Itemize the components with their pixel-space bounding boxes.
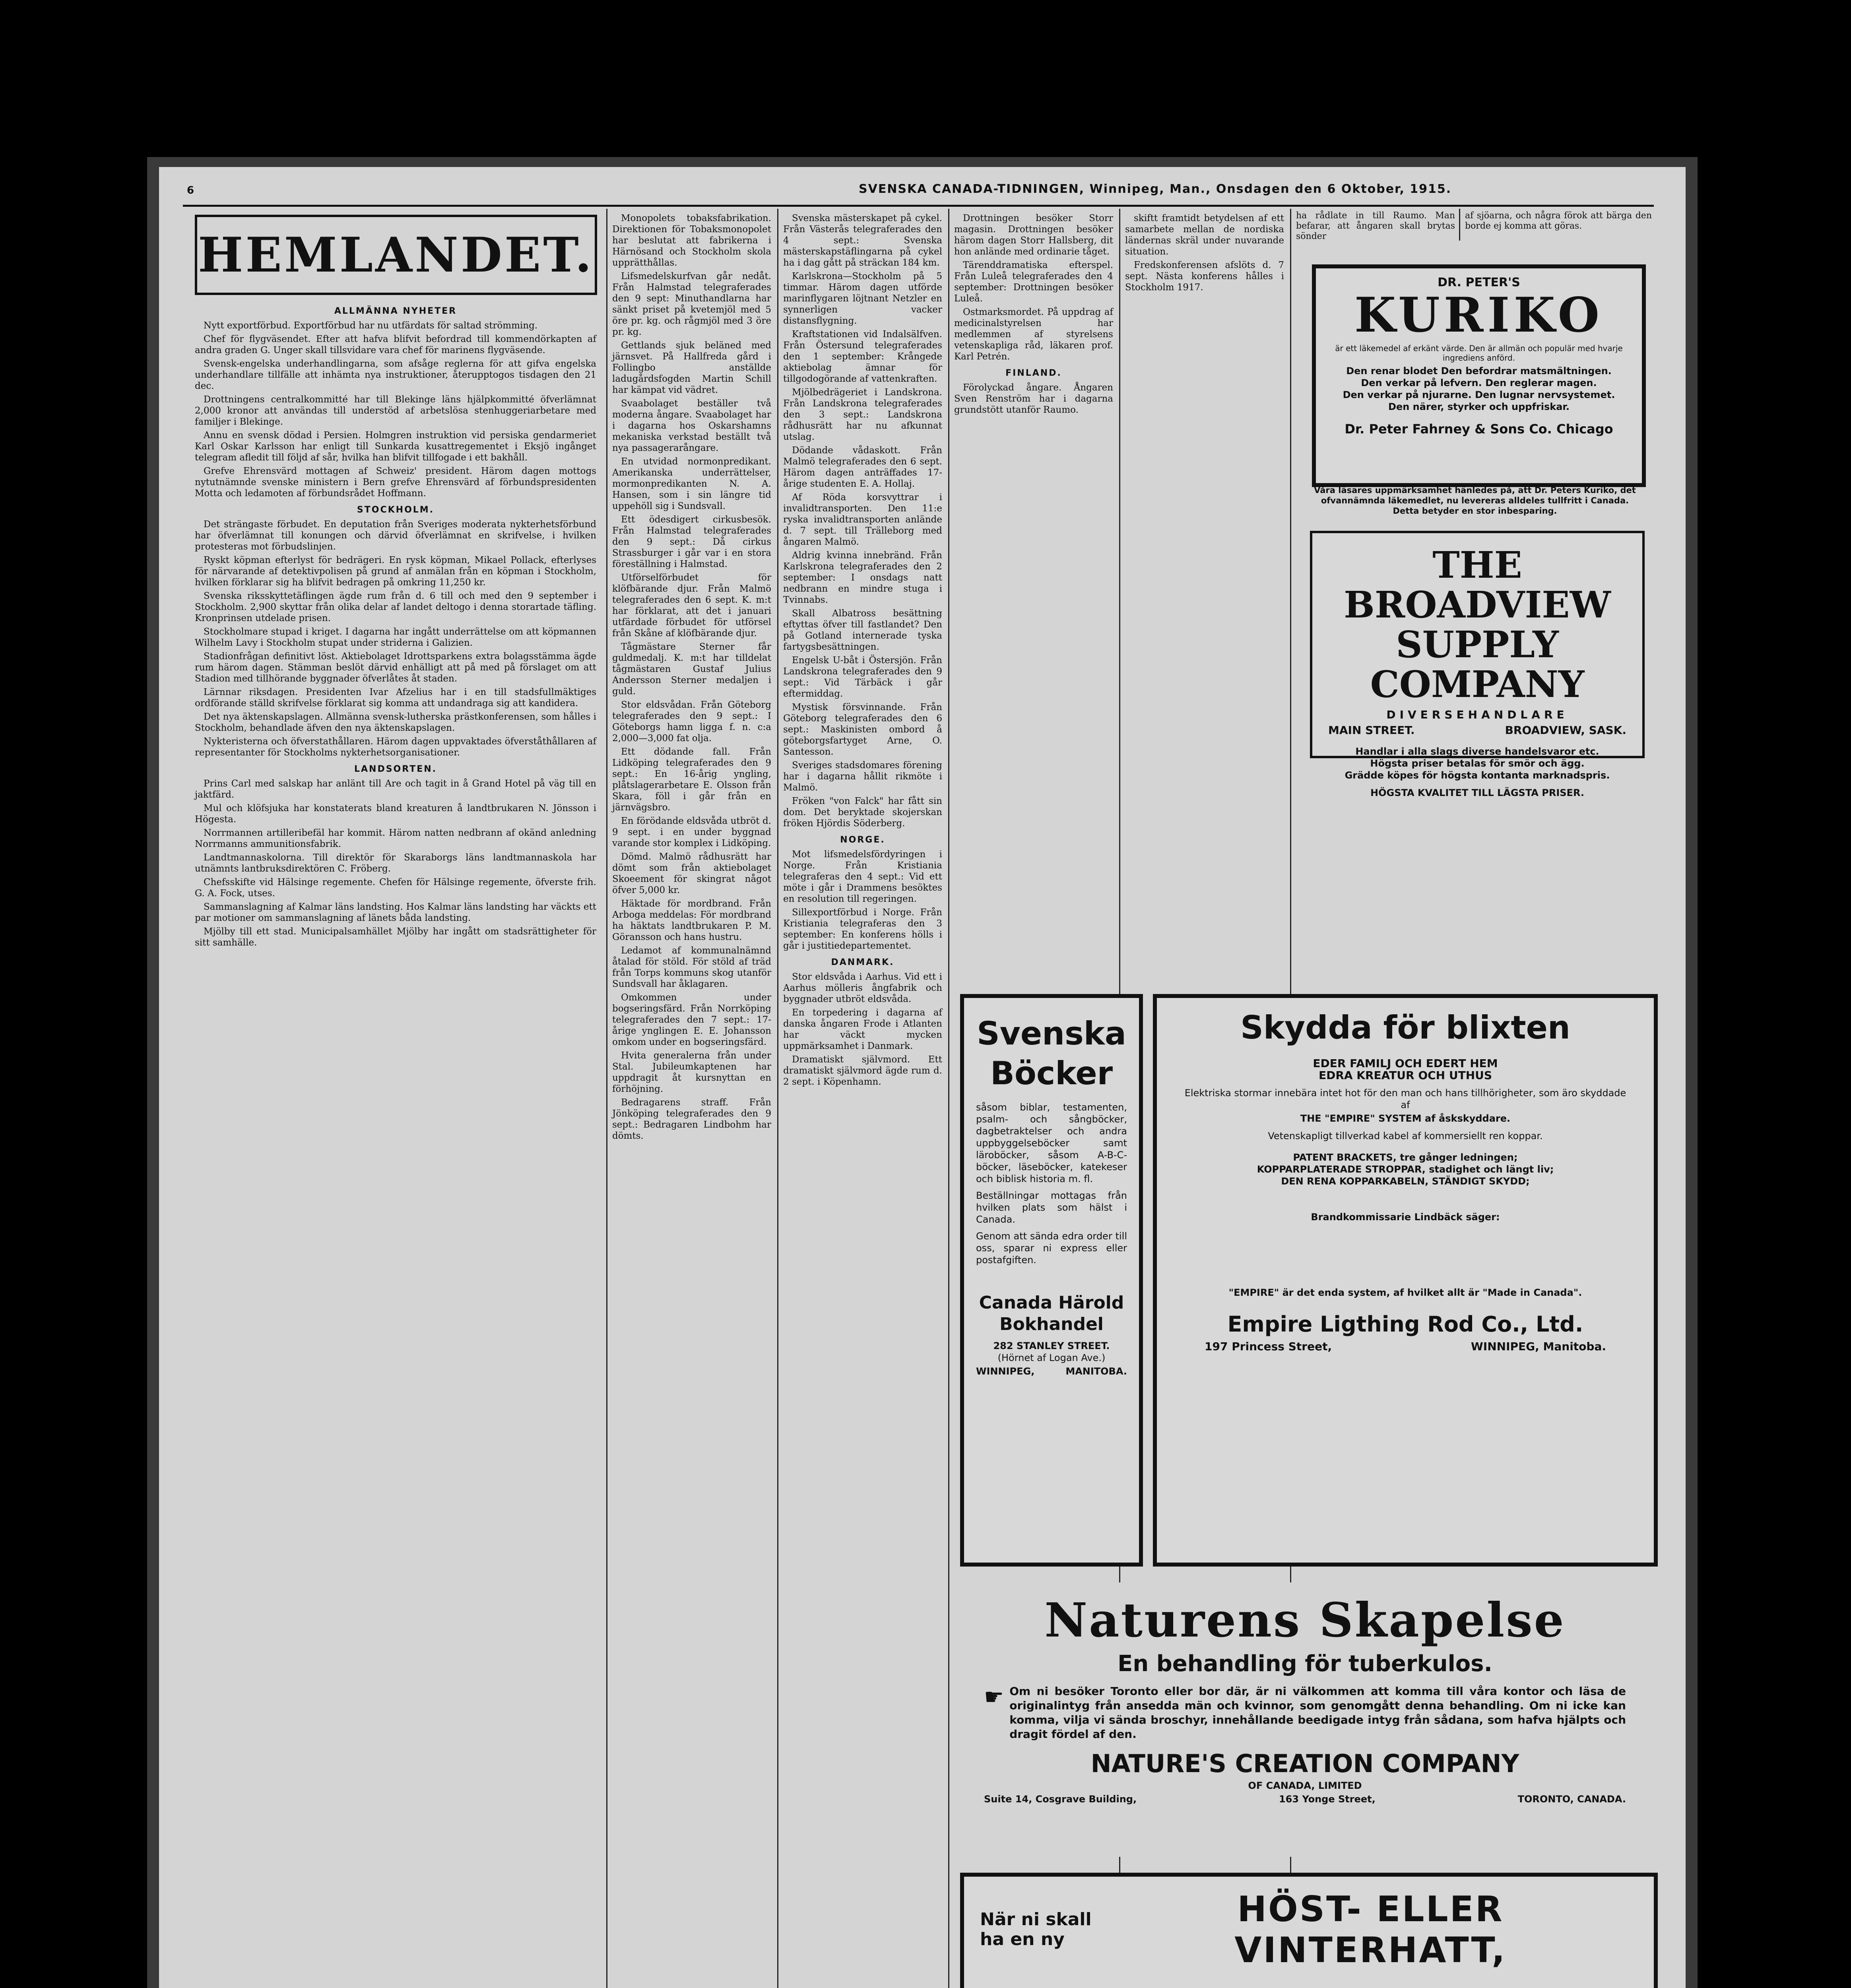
article: Nykteristerna och öfverstathållaren. Härom dagen uppvaktades öfverståthållaren af representanter för Stockholms nykterhetsorganisationer.	[195, 736, 596, 758]
naturens-city: TORONTO, CANADA.	[1517, 1794, 1626, 1805]
article: skiftt framtidt betydelsen af ett samarbete mellan de nordiska ländernas skräl under nuvarande situation.	[1125, 213, 1284, 257]
article: Dömd. Malmö rådhusrätt har dömt som från aktiebolaget Skoeement för skingrat något öfver 5,000 kr.	[612, 852, 771, 895]
article: Svenska mästerskapet på cykel. Från Västerås telegraferades den 4 sept.: Svenska mästerskapstäflingarna på cykel ha i dag gått på sträckan 184 km.	[783, 213, 942, 268]
column-rule	[777, 209, 778, 1988]
article: Ostmarksmordet. På uppdrag af medicinalstyrelsen har medlemmen af styrelsens vetenskapliga råd, läkaren prof. Karl Petrén.	[954, 307, 1113, 362]
column-rule	[948, 209, 949, 1988]
kuriko-top: DR. PETER'S	[1438, 276, 1520, 289]
article: Fredskonferensen afslöts d. 7 sept. Nästa konferens hålles i Stockholm 1917.	[1125, 260, 1284, 293]
blixten-line: Vetenskapligt tillverkad kabel af kommersiellt ren koppar.	[1268, 1130, 1543, 1142]
page-header	[159, 179, 1686, 203]
pointing-hand-icon: ☛	[984, 1684, 1004, 1710]
bocker-prov: MANITOBA.	[1065, 1366, 1127, 1377]
bocker-shop: Bokhandel	[999, 1314, 1104, 1334]
article: Grefve Ehrensvärd mottagen af Schweiz' president. Härom dagen mottogs nytutnämnde svenske ministern i Bern grefve Ehrensvärd af förbundspresidenten Motta och ledamoten af förbundsrådet Hoffmann.	[195, 466, 596, 499]
broadview-ad	[1310, 531, 1645, 798]
broadview-street: MAIN STREET.	[1328, 724, 1415, 737]
kuriko-line: Den verkar på lefvern. Den reglerar magen.	[1361, 377, 1597, 388]
article: Dödande vådaskott. Från Malmö telegraferades den 6 sept. Härom dagen anträffades 17-årige studenten E. A. Hollaj.	[783, 445, 942, 489]
article: Stockholmare stupad i kriget. I dagarna har ingått underrättelse om att köpmannen Wilhelm Lavy i Stockholm stupat under striderna i Galizien.	[195, 627, 596, 648]
broadview-name: THE BROADVIEW	[1344, 544, 1611, 626]
kuriko-city: Chicago	[1556, 421, 1613, 437]
naturens-title: Naturens Skapelse	[1044, 1592, 1566, 1648]
hattaffar-ad	[960, 1873, 1658, 1988]
subheading: STOCKHOLM.	[357, 505, 435, 515]
article: Lifsmedelskurfvan går nedåt. Från Halmstad telegraferades den 9 sept: Minuthandlarna har sänkt priset på kvetemjöl med 5 öre pr. kg. och rågmjöl med 3 öre pr. kg.	[612, 271, 771, 337]
article: Karlskrona—Stockholm på 5 timmar. Härom dagen utförde marinflygaren löjtnant Netzler en synnerligen vacker distansflygning.	[783, 271, 942, 326]
column-5	[1125, 213, 1284, 988]
column-3	[783, 213, 942, 1988]
article: Drottningen besöker Storr magasin. Drottningen besöker härom dagen Storr Hallsberg, dit hon anlände med ordinarie tåget.	[954, 213, 1113, 257]
article: Mot lifsmedelsfördyringen i Norge. Från Kristiania telegraferas den 4 sept.: Vid ett möte i går i Drammens besöktes en resolution till regeringen.	[783, 849, 942, 904]
running-title: SVENSKA CANADA-TIDNINGEN, Winnipeg, Man., Onsdagen den 6 Oktober, 1915.	[859, 182, 1452, 196]
newspaper-page	[159, 167, 1686, 1988]
article: Häktade för mordbrand. Från Arboga meddelas: För mordbrand ha häktats landtbrukaren P. M. Göransson och hans hustru.	[612, 899, 771, 942]
bocker-title: Svenska	[977, 1015, 1126, 1052]
blixten-addr: 197 Princess Street,	[1205, 1340, 1332, 1353]
kuriko-note: Våra läsares uppmärksamhet hänledes på, att Dr. Peters Kuriko, det ofvannämnda läkemedlet, nu levereras alldeles tullfritt i Canada. Detta betyder en stor inbesparing.	[1314, 485, 1636, 516]
naturens-ltd: OF CANADA, LIMITED	[1248, 1780, 1362, 1791]
article: Skall Albatross besättning eftyttas öfver till fastlandet? Den på Gotland internerade tyska fartygsbesättningen.	[783, 608, 942, 652]
article: Ryskt köpman efterlyst för bedrägeri. En rysk köpman, Mikael Pollack, efterlyses för närvarande af detektivpolisen på grund af anmälan från en köpman i Stockholm, hvilken förklarar sig ha blifvit bedragen på omkring 11,250 kr.	[195, 555, 596, 588]
hatt-small: När ni skall ha en ny	[980, 1909, 1092, 1949]
article: Ett dödande fall. Från Lidköping telegraferades den 9 sept.: En 16-årig yngling, plåtslagerarbetare E. Olsson från Skara, föll i går från en järnvägsbro.	[612, 747, 771, 813]
column-2	[612, 213, 771, 1988]
kuriko-line: Den renar blodet Den befordrar matsmältningen.	[1346, 365, 1612, 377]
bocker-addr: (Hörnet af Logan Ave.)	[997, 1352, 1106, 1363]
article: Nytt exportförbud. Exportförbud har nu utfärdats för saltad strömming.	[204, 320, 538, 331]
blixten-city: WINNIPEG, Manitoba.	[1471, 1340, 1606, 1353]
article: En torpedering i dagarna af danska ångaren Frode i Atlanten har väckt mycken uppmärksamhet i Danmark.	[783, 1008, 942, 1051]
blixten-line: DEN RENA KOPPARKABELN, STÄNDIGT SKYDD;	[1281, 1176, 1530, 1187]
kuriko-desc: är ett läkemedel af erkänt värde. Den är allmän och populär med hvarje ingrediens anförd.	[1335, 344, 1623, 363]
kuriko-line: Den verkar på njurarne. Den lugnar nervsystemet.	[1343, 389, 1615, 400]
subheading: DANMARK.	[831, 957, 894, 967]
blixten-line: PATENT BRACKETS, tre gånger ledningen;	[1293, 1152, 1518, 1163]
article: Landtmannaskolorna. Till direktör för Skaraborgs läns landtmannaskola har utnämnts lantbruksdirektören C. Fröberg.	[195, 852, 596, 874]
article: Tärenddramatiska efterspel. Från Luleå telegraferades den 4 september: Drottningen besöker Luleå.	[954, 260, 1113, 304]
page-number: 6	[187, 184, 195, 196]
article: Ett ödesdigert cirkusbesök. Från Halmstad telegraferades den 9 sept.: Då cirkus Strassburger i går var i en stora föreställning i Halmstad.	[612, 514, 771, 569]
article: Omkommen under bogseringsfärd. Från Norrköping telegraferades den 7 sept.: 17-årige ynglingen E. E. Johansson omkom under en bogseringsfärd.	[612, 992, 771, 1047]
column-rule	[606, 209, 607, 1988]
article: Tågmästare Sterner får guldmedalj. K. m:t har tilldelat tågmästaren Gustaf Julius Andersson Sterner medaljen i guld.	[612, 642, 771, 697]
article: Sammanslagning af Kalmar läns landsting. Hos Kalmar läns landsting har väckts ett par motioner om sammanslagning af länets båda landsting.	[195, 902, 596, 923]
article: Dramatiskt självmord. Ett dramatiskt självmord ägde rum d. 2 sept. i Köpenhamn.	[783, 1054, 942, 1087]
naturens-desc: Om ni besöker Toronto eller bor där, är ni välkommen att komma till våra kontor och läsa de originalintyg från ansedda män och kvinnor, som genomgått denna behandling. Om ni icke kan komma, vilja vi sända broschyr, innehållande beedigade intyg från sådana, som hafva hjälpts och dragit fördel af den.	[1009, 1685, 1626, 1741]
blixten-title: Skydda för blixten	[1240, 1009, 1570, 1046]
article: Gettlands sjuk beläned med järnsvet. På Hallfreda gård i Follingbo anställde ladugårdsfogden Martin Schill har kämpat vid vädret.	[612, 340, 771, 395]
bocker-title: Böcker	[990, 1055, 1113, 1092]
blixten-line: EDER FAMILJ OCH EDERT HEM	[1313, 1057, 1498, 1070]
article: Norrmannen artilleribefäl har kommit. Härom natten nedbrann af okänd anledning Norrmanns ammunitionsfabrik.	[195, 828, 596, 849]
article: En utvidad normonpredikant. Amerikanska underrättelser, mormonpredikanten N. A. Hansen, som i sin längre tid uppehöll sig i Sundsvall.	[612, 456, 771, 511]
article: Förolyckad ångare. Ångaren Sven Renström har i dagarna grundstött utanför Raumo.	[954, 382, 1113, 415]
blixten-line: THE "EMPIRE" SYSTEM af åskskyddare.	[1300, 1113, 1511, 1124]
blixten-ad	[1153, 994, 1658, 1567]
article-snippet: af sjöarna, och några förok att bärga den borde ej komma att göras.	[1465, 211, 1652, 231]
article: Prins Carl med salskap har anlänt till Are och tagit in å Grand Hotel på väg till en jaktfärd.	[195, 779, 596, 800]
article: Svensk-engelska underhandlingarna, som afsåge reglerna för att gifva engelska underhandlare tillfälle att inhämta nya instruktioner, återupptogos tisdagen den 21 dec.	[195, 359, 596, 391]
article: Fröken "von Falck" har fått sin dom. Det beryktade skojerskan fröken Hjördis Söderberg.	[783, 796, 942, 829]
blixten-company: Empire Ligthing Rod Co., Ltd.	[1227, 1312, 1583, 1337]
article: Aldrig kvinna innebränd. Från Karlskrona telegraferades den 2 september: I onsdags natt nedbrann en mindre stuga i Tvinnabs.	[783, 550, 942, 605]
blixten-line: KOPPARPLATERADE STROPPAR, stadighet och längt liv;	[1257, 1164, 1554, 1175]
article: Af Röda korsvyttrar i invalidtransporten. Den 11:e ryska invalidtransporten anlände d. 7 sept. till Trälleborg med ångaren Malmö.	[783, 492, 942, 547]
article: Hvita generalerna från under Stal. Jubileumkaptenen har uppdragit åt kursnyttan en förhöjning.	[612, 1050, 771, 1094]
bocker-desc: Beställningar mottagas från hvilken plats som hälst i Canada.	[976, 1190, 1127, 1225]
subheading: NORGE.	[840, 835, 885, 845]
article: Ledamot af kommunalnämnd åtalad för stöld. För stöld af träd från Torps kommuns skog utanför Sundsvall har åklagaren.	[612, 945, 771, 989]
article: Chef för flygväsendet. Efter att hafva blifvit befordrad till kommendörkapten af andra graden G. Unger skall tillsvidare vara chef för marinens flygväsende.	[195, 334, 596, 355]
blixten-line: EDRA KREATUR OCH UTHUS	[1318, 1069, 1492, 1082]
column-rule	[1459, 209, 1460, 241]
column-4	[954, 213, 1113, 988]
naturens-ad	[960, 1582, 1650, 1857]
broadview-kind: DIVERSEHANDLARE	[1386, 708, 1568, 721]
article: Stadionfrågan definitivt löst. Aktiebolaget Idrottsparkens extra bolagsstämma ägde rum härom dagen. Stämman beslöt därvid enhälligt att på med på förslaget om att Stadion med tillhörande byggnader öfverlåtes åt staden.	[195, 651, 596, 684]
column-1	[195, 300, 596, 1988]
article: Monopolets tobaksfabrikation. Direktionen för Tobaksmonopolet har beslutat att fabrikerna i Härnösand och Stockholm skola upprätthållas.	[612, 213, 771, 268]
article: Det nya äktenskapslagen. Allmänna svensk-lutherska prästkonferensen, som hålles i Stockholm, behandlade äfven den nya äktenskapslagen.	[195, 712, 596, 733]
naturens-street: 163 Yonge Street,	[1279, 1794, 1376, 1805]
article: Svaabolaget beställer två moderna ångare. Svaabolaget har i dagarna hos Oskarshamns mekaniska verkstad beställt två nya passagerarångare.	[612, 398, 771, 453]
section-masthead: HEMLANDET.	[195, 215, 597, 295]
article: Mystisk försvinnande. Från Göteborg telegraferades den 6 sept.: Maskinisten ombord å göteborgsfartyget Arne, O. Santesson.	[783, 702, 942, 757]
article-snippet: ha rådlate in till Raumo. Man befarar, att ångaren skall brytas sönder	[1296, 211, 1455, 241]
subheading: LANDSORTEN.	[354, 764, 437, 774]
kuriko-ad	[1312, 264, 1646, 487]
broadview-line: Högsta priser betalas för smör och ägg.	[1370, 758, 1585, 769]
kuriko-maker: Dr. Peter Fahrney & Sons Co.	[1345, 421, 1552, 437]
article: Lärnnar riksdagen. Presidenten Ivar Afzelius har i en till stadsfullmäktiges ordförande ställd skrifvelse förklarat sig komma att undandraga sig att kandidera.	[195, 687, 596, 709]
article: Mjölbedrägeriet i Landskrona. Från Landskrona telegraferades den 3 sept.: Landskrona rådhusrätt har nu afkunnat utslag.	[783, 387, 942, 442]
naturens-sub: En behandling för tuberkulos.	[1118, 1651, 1492, 1677]
blixten-line: "EMPIRE" är det enda system, af hvilket allt är "Made in Canada".	[1228, 1287, 1582, 1298]
article: Annu en svensk dödad i Persien. Holmgren instruktion vid persiska gendarmeriet Karl Oskar Karlsson har enligt till Sunkarda kusattregementet i Eksjö ingånget telegram afledit till följd af sår, hvilka han blifvit tillfogade i ett bakhåll.	[195, 430, 596, 463]
naturens-suite: Suite 14, Cosgrave Building,	[984, 1794, 1137, 1805]
article: Stor eldsvåda i Aarhus. Vid ett i Aarhus mölleris ångfabrik och byggnader utbröt eldsvåda.	[783, 972, 942, 1004]
bocker-city: WINNIPEG,	[976, 1366, 1035, 1377]
article: En förödande eldsvåda utbröt d. 9 sept. i en under byggnad varande stor komplex i Lidköping.	[612, 816, 771, 848]
header-rule	[183, 205, 1654, 207]
article: Sveriges stadsdomares förening har i dagarna hållit rikmöte i Malmö.	[783, 760, 942, 793]
subheading: FINLAND.	[1005, 368, 1062, 378]
article: Svenska riksskyttetäflingen ägde rum från d. 6 till och med den 9 september i Stockholm. 2,900 skyttar från olika delar af landet deltogo i denna storartade täfling. Kronprinsen utdelade prisen.	[195, 591, 596, 623]
bocker-shop: Canada Härold	[979, 1293, 1124, 1313]
bocker-desc: Genom att sända edra order till oss, sparar ni express eller postafgiften.	[976, 1231, 1127, 1266]
article: Det strängaste förbudet. En deputation från Sveriges moderata nykterhetsförbund har öfverlämnat till konungen och därvid öfverlämnat en skrifvelse, i hvilken protesteras mot förbudslinjen.	[195, 519, 596, 552]
subheading: ALLMÄNNA NYHETER	[334, 306, 457, 316]
article: Sillexportförbud i Norge. Från Kristiania telegraferas den 3 september: En konferens hölls i går i justitiedepartementet.	[783, 907, 942, 951]
broadview-town: BROADVIEW, SASK.	[1505, 724, 1626, 737]
article: Chefsskifte vid Hälsinge regemente. Chefen för Hälsinge regemente, öfverste frih. G. A. Fock, utses.	[195, 877, 596, 899]
bocker-addr: 282 STANLEY STREET.	[993, 1340, 1110, 1351]
article: Drottningens centralkommitté har till Blekinge läns hjälpkommitté öfverlämnat 2,000 kronor att användas till understöd af arbetslösa stenhuggeriarbetare med familjer i Blekinge.	[195, 394, 596, 427]
broadview-line: Grädde köpes för högsta kontanta marknadspris.	[1345, 770, 1610, 781]
bocker-ad	[960, 994, 1143, 1567]
hatt-big: HÖST- ELLER VINTERHATT,	[1234, 1889, 1507, 1971]
article: Kraftstationen vid Indalsälfven. Från Östersund telegraferades den 1 september: Krångede aktiebolag ämnar för tillgodogörande af vattenkraften.	[783, 329, 942, 384]
bocker-desc: såsom biblar, testamenten, psalm- och sångböcker, dagbetraktelser och andra uppbyggelseböcker samt läroböcker, såsom A-B-C-böcker, läseböcker, katekeser och biblisk historia m. fl.	[976, 1102, 1127, 1184]
kuriko-name: KURIKO	[1354, 287, 1604, 343]
article: Stor eldsvådan. Från Göteborg telegraferades den 9 sept.: I Göteborgs hamn ligga f. n. c:a 2,000—3,000 fat olja.	[612, 700, 771, 744]
article: Mul och klöfsjuka har konstaterats bland kreaturen å landtbrukaren N. Jönsson i Högesta.	[195, 803, 596, 825]
kuriko-line: Den närer, styrker och uppfriskar.	[1388, 401, 1570, 412]
broadview-line: Handlar i alla slags diverse handelsvaror etc.	[1355, 746, 1599, 757]
naturens-company: NATURE'S CREATION COMPANY	[1090, 1749, 1519, 1778]
article: Bedragarens straff. Från Jönköping telegraferades den 9 sept.: Bedragaren Lindbohm har dömts.	[612, 1097, 771, 1141]
article: Mjölby till ett stad. Municipalsamhället Mjölby har ingått om stadsrättigheter för sitt samhälle.	[195, 926, 596, 948]
article: Engelsk U-båt i Östersjön. Från Landskrona telegraferades den 9 sept.: Vid Tärbäck i går eftermiddag.	[783, 655, 942, 699]
blixten-line: Brandkommissarie Lindbäck säger:	[1311, 1211, 1500, 1223]
broadview-line: HÖGSTA KVALITET TILL LÄGSTA PRISER.	[1370, 787, 1584, 798]
article: Utförselförbudet för klöfbärande djur. Från Malmö telegraferades den 6 sept. K. m:t har förklarat, att det i januari utfärdade förbudet för utförsel från Skåne af klöfbärande djur.	[612, 573, 771, 639]
blixten-line: Elektriska stormar innebära intet hot för den man och hans tillhörigheter, som äro skyddade af	[1184, 1087, 1626, 1110]
broadview-name: SUPPLY COMPANY	[1370, 623, 1585, 706]
